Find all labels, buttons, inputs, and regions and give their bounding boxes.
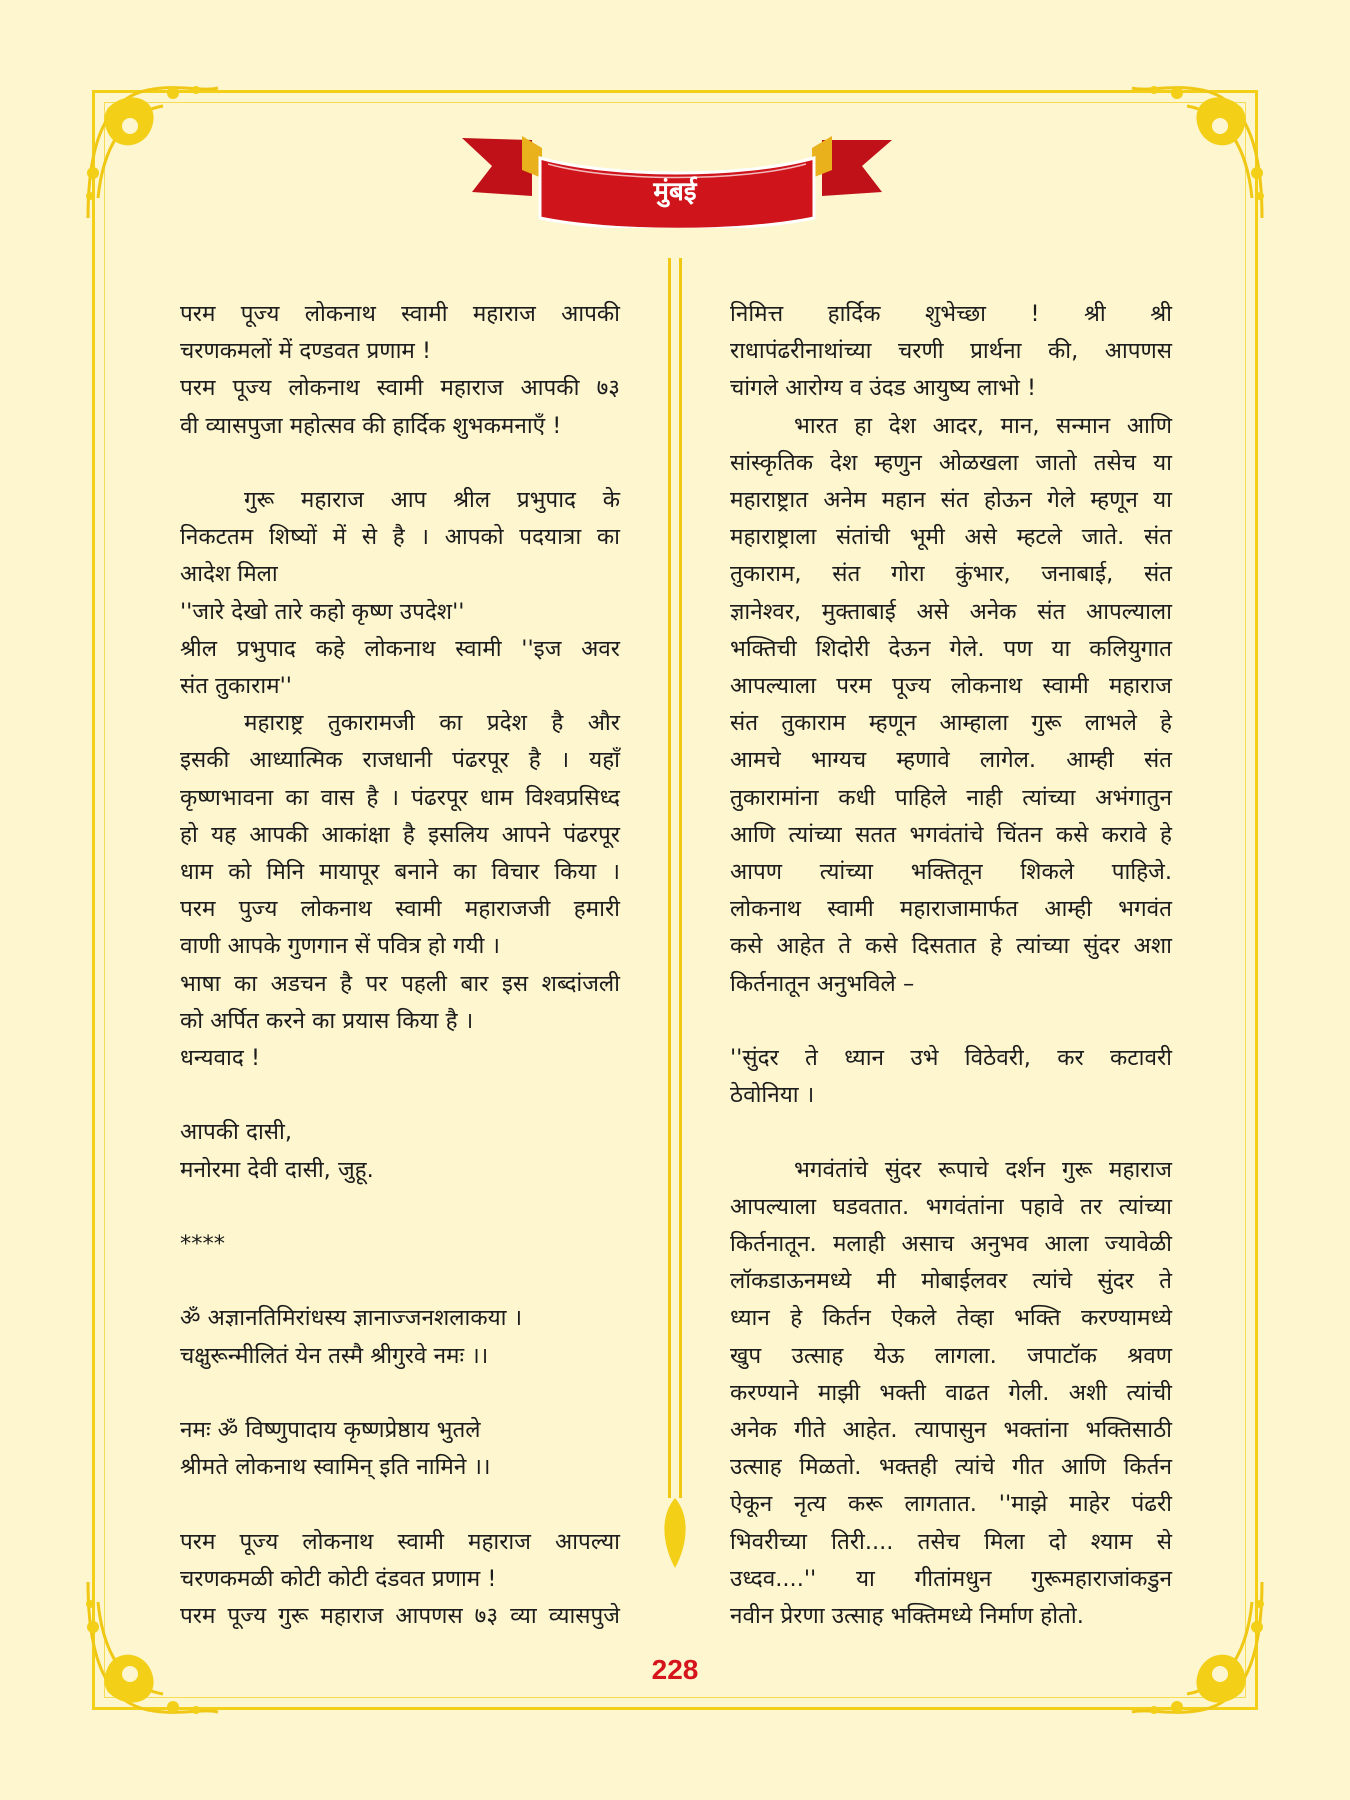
text-line: श्रील प्रभुपाद कहे लोकनाथ स्वामी ''इज अवर [180,635,620,662]
text-line: खुप उत्साह येऊ लागला. जपाटॉक श्रवण [730,1342,1172,1369]
text-line: गुरू महाराज आप श्रील प्रभुपाद के [244,487,620,513]
text-line: निकटतम शिष्यों में से है । आपको पदयात्रा का [180,524,620,551]
text-line: संत तुकाराम म्हणून आम्हाला गुरू लाभले हे [730,710,1172,737]
text-line: आपकी दासी, [180,1119,292,1146]
text-line: वी व्यासपुजा महोत्सव की हार्दिक शुभकमनाएँ ! [180,412,562,439]
corner-ornament-top-left [78,78,228,228]
text-line: लोकनाथ स्वामी महाराजामार्फत आम्ही भगवंत [730,896,1172,923]
text-line: मनोरमा देवी दासी, जुहू. [180,1156,374,1183]
text-line: किर्तनातून अनुभविले – [730,970,915,997]
text-line: धाम को मिनि मायापूर बनाने का विचार किया । [180,859,620,886]
text-line: आपल्याला परम पूज्य लोकनाथ स्वामी महाराज [730,673,1172,700]
text-line: श्रीमते लोकनाथ स्वामिन् इति नामिने ।। [180,1454,491,1481]
text-line: महाराष्ट्र तुकारामजी का प्रदेश है और [244,710,620,737]
text-line: **** [180,1231,225,1258]
text-line: नवीन प्रेरणा उत्साह भक्तिमध्ये निर्माण होतो. [730,1603,1084,1630]
text-line: करण्याने माझी भक्ती वाढत गेली. अशी त्यांची [730,1379,1172,1406]
right-column [730,296,1172,1635]
text-line: इसकी आध्यात्मिक राजधानी पंढरपूर है । यहाँ [180,747,620,774]
text-line: अनेक गीते आहेत. त्यापासुन भक्तांना भक्तिसाठी [730,1417,1172,1444]
text-line: आपण त्यांच्या भक्तितून शिकले पाहिजे. [730,859,1172,886]
text-line: कसे आहेत ते कसे दिसतात हे त्यांच्या सुंदर अशा [730,933,1172,960]
text-line: राधापंढरीनाथांच्या चरणी प्रार्थना की, आपणस [730,338,1172,365]
text-line: परम पूज्य लोकनाथ स्वामी महाराज आपकी ७३ [180,375,620,402]
text-line [180,1077,620,1114]
text-line: आमचे भाग्यच म्हणावे लागेल. आम्ही संत [730,747,1172,774]
text-line: महाराष्ट्राला संतांची भूमी असे म्हटले जाते. संत [730,524,1172,551]
text-line: परम पूज्य लोकनाथ स्वामी महाराज आपकी [180,301,620,327]
text-line: भिवरीच्या तिरी.... तसेच मिला दो श्याम से [730,1528,1172,1555]
column-divider [662,258,688,1658]
corner-ornament-top-right [1122,78,1272,228]
text-line: संत तुकाराम'' [180,673,292,700]
text-line: भारत हा देश आदर, मान, सन्मान आणि [794,412,1172,439]
text-line: उध्दव....'' या गीतांमधुन गुरूमहाराजांकडुन [730,1565,1172,1592]
text-line: चांगले आरोग्य व उंदड आयुष्य लाभो ! [730,375,1037,402]
text-line: ठेवोनिया । [730,1082,815,1109]
page-title: मुंबई [653,177,697,207]
text-line: परम पूज्य लोकनाथ स्वामी महाराज आपल्या [180,1528,620,1555]
page-number: 228 [651,1654,699,1685]
text-line [180,1263,620,1300]
text-line: वाणी आपके गुणगान सें पवित्र हो गयी । [180,933,501,960]
text-line: ''जारे देखो तारे कहो कृष्ण उपदेश'' [180,598,465,625]
text-line: आदेश मिला [180,561,278,588]
text-line: भगवंतांचे सुंदर रूपाचे दर्शन गुरू महाराज [794,1156,1172,1183]
text-line [730,1114,1172,1151]
text-line: तुकाराम, संत गोरा कुंभार, जनाबाई, संत [730,561,1172,588]
text-line: चरणकमळी कोटी कोटी दंडवत प्रणाम ! [180,1565,497,1592]
text-line: तुकारामांना कधी पाहिले नाही त्यांच्या अभंगातुन [730,784,1172,811]
text-line: को अर्पित करने का प्रयास किया है । [180,1007,474,1034]
text-line: परम पूज्य गुरू महाराज आपणस ७३ व्या व्यासपुजे [180,1603,620,1630]
text-line: ऐकून नृत्य करू लागतात. ''माझे माहेर पंढरी [730,1491,1172,1518]
text-line [180,1189,620,1226]
text-line: किर्तनातून. मलाही असाच अनुभव आला ज्यावेळी [730,1231,1172,1258]
text-line: लॉकडाऊनमध्ये मी मोबाईलवर त्यांचे सुंदर ते [730,1268,1172,1295]
text-line [180,1486,620,1523]
text-line: ध्यान हे किर्तन ऐकले तेव्हा भक्ति करण्यामध्ये [730,1305,1172,1332]
text-line: निमित्त हार्दिक शुभेच्छा ! श्री श्री [730,301,1172,327]
text-line [180,1375,620,1412]
text-line: आपल्याला घडवतात. भगवंतांना पहावे तर त्यांच्या [730,1193,1172,1220]
text-line: ''सुंदर ते ध्यान उभे विठेवरी, कर कटावरी [730,1045,1172,1072]
left-column [180,296,620,1635]
text-line: भक्तिची शिदोरी देऊन गेले. पण या कलियुगात [730,635,1172,662]
text-line: चरणकमलों में दण्डवत प्रणाम ! [180,338,432,365]
text-line: सांस्कृतिक देश म्हणुन ओळखला जातो तसेच या [730,449,1172,476]
text-line: परम पुज्य लोकनाथ स्वामी महाराजजी हमारी [180,896,620,923]
text-line: भाषा का अडचन है पर पहली बार इस शब्दांजली [180,970,620,997]
text-line: ज्ञानेश्वर, मुक्ताबाई असे अनेक संत आपल्याला [730,598,1172,625]
text-line: ॐ अज्ञानतिमिरांधस्य ज्ञानाज्जनशलाकया । [180,1305,523,1332]
text-line: कृष्णभावना का वास है । पंढरपूर धाम विश्वप्रसिध्द [180,784,620,811]
text-line: उत्साह मिळतो. भक्तही त्यांचे गीत आणि किर्तन [730,1454,1172,1481]
text-line: धन्यवाद ! [180,1045,260,1072]
text-line: चक्षुरून्मीलितं येन तस्मै श्रीगुरवे नमः ।। [180,1342,489,1369]
text-line [180,445,620,482]
text-line [730,1003,1172,1040]
text-line: महाराष्ट्रात अनेम महान संत होऊन गेले म्हणून या [730,487,1172,514]
text-line: हो यह आपकी आकांक्षा है इसलिय आपने पंढरपूर [180,821,620,848]
text-line: नमः ॐ विष्णुपादाय कृष्णप्रेष्ठाय भुतले [180,1417,481,1444]
text-line: आणि त्यांच्या सतत भगवंतांचे चिंतन कसे करावे हे [730,821,1172,848]
